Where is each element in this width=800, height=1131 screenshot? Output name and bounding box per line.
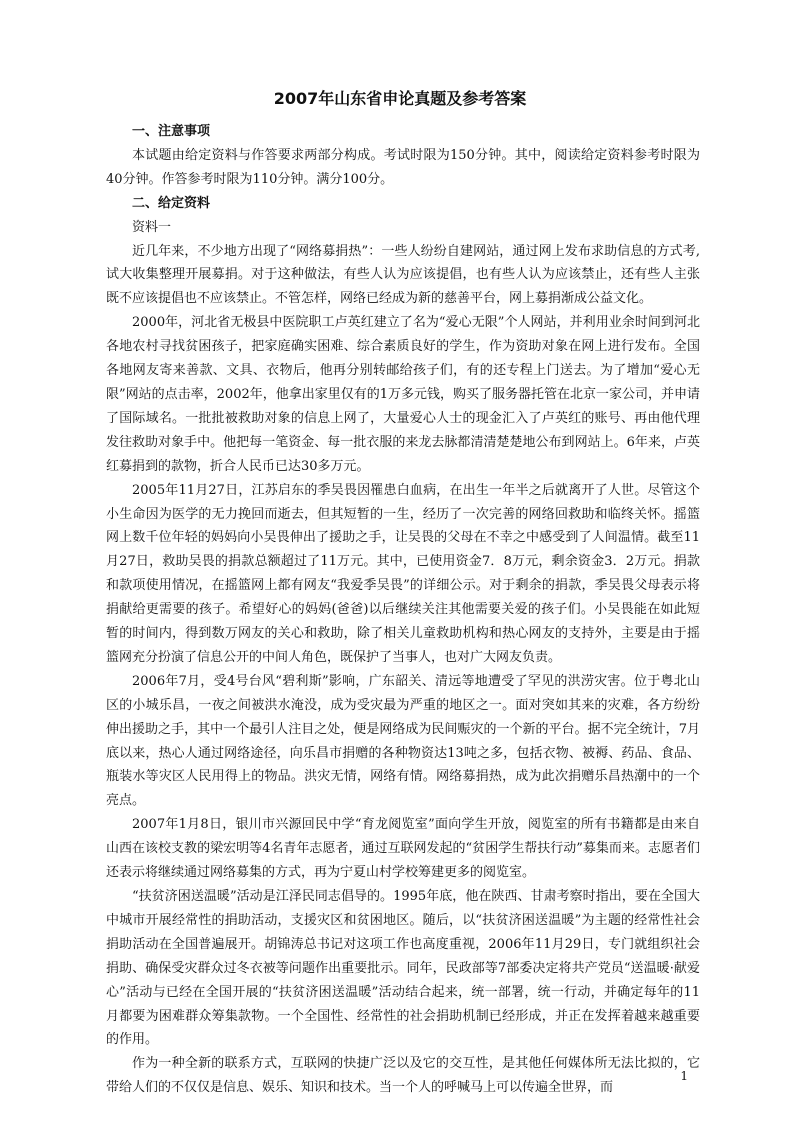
page-number: 1 [680,1069,688,1083]
document-body [106,120,700,1100]
paragraph: “扶贫济困送温暖”活动是江泽民同志倡导的。1995年底，他在陕西、甘肃考察时指出，要在全国大中城市开展经常性的捐助活动，支援灾区和贫困地区。随后，以“扶贫济困送温暖”为主题的经常性社会捐助活动在全国普遍展开。胡锦涛总书记对这项工作也高度重视，2006年11月29日，专门就组织社会捐助、确保受灾群众过冬衣被等问题作出重要批示。同年，民政部等7部委决定将共产党员“送温暖·献爱心”活动与已经在全国开展的“扶贫济困送温暖”活动结合起来，统一部署，统一行动，并确定每年的11月都要为困难群众筹集款物。一个全国性、经常性的社会捐助机制已经形成，并正在发挥着越来越重要的作用。 [106,889,700,1048]
paragraph: 2007年1月8日，银川市兴源回民中学“育龙阅览室”面向学生开放，阅览室的所有书籍都是由来自山西在该校支教的梁宏明等4名青年志愿者，通过互联网发起的“贫困学生帮扶行动”募集而来。志愿者们还表示将继续通过网络募集的方式，再为宁夏山村学校筹建更多的阅览室。 [106,817,700,881]
section-heading-notice: 一、注意事项 [132,124,211,139]
paragraph: 近几年来，不少地方出现了“网络募捐热”：一些人纷纷自建网站，通过网上发布求助信息的方式考,试大收集整理开展募捐。对于这种做法，有些人认为应该提倡，也有些人认为应该禁止，还有些人主张既不应该提倡也不应该禁止。不管怎样，网络已经成为新的慈善平台，网上募捐渐成公益文化。 [106,243,700,307]
material-label: 资料一 [132,219,172,235]
paragraph-notice: 本试题由给定资料与作答要求两部分构成。考试时限为150分钟。其中，阅读给定资料参考时限为40分钟。作答参考时限为110分钟。满分100分。 [106,147,700,187]
paragraph: 2000年，河北省无极县中医院职工卢英红建立了名为“爱心无限”个人网站，并利用业余时间到河北各地农村寻找贫困孩子，把家庭确实困难、综合素质良好的学生，作为资助对象在网上进行发布。全国各地网友寄来善款、文具、衣物后，他再分别转邮给孩子们，有的还专程上门送去。为了增加“爱心无限”网站的点击率，2002年，他拿出家里仅有的1万多元钱，购买了服务器托管在北京一家公司，并申请了国际域名。一批批被救助对象的信息上网了，大量爱心人士的现金汇入了卢英红的账号、再由他代理发往救助对象手中。他把每一笔资金、每一批衣服的来龙去脉都清清楚楚地公布到网站上。6年来，卢英红募捐到的款物，折合人民币已达30多万元。 [106,315,701,474]
section-heading-materials: 二、给定资料 [132,195,211,211]
paragraph: 2006年7月，受4号台风“碧利斯”影响，广东韶关、清远等地遭受了罕见的洪涝灾害。位于粤北山区的小城乐昌，一夜之间被洪水淹没，成为受灾最为严重的地区之一。面对突如其来的灾难，各方纷纷伸出援助之手，其中一个最引人注目之处，便是网络成为民间赈灾的一个新的平台。据不完全统计，7月底以来，热心人通过网络途径，向乐昌市捐赠的各种物资达13吨之多，包括衣物、被褥、药品、食品、瓶装水等灾区人民用得上的物品。洪灾无情，网络有情。网络募捐热，成为此次捐赠乐昌热潮中的一个亮点。 [106,673,700,809]
paragraph: 作为一种全新的联系方式，互联网的快捷广泛以及它的交互性，是其他任何媒体所无法比拟的，它带给人们的不仅仅是信息、娱乐、知识和技术。当一个人的呼喊马上可以传遍全世界，而 [106,1056,700,1096]
paragraph: 2005年11月27日，江苏启东的季吴畏因罹患白血病，在出生一年半之后就离开了人世。尽管这个小生命因为医学的无力挽回而逝去，但其短暂的一生，经历了一次完善的网络回救助和临终关怀。摇篮网上数千位年轻的妈妈向小吴畏伸出了援助之手，让吴畏的父母在不幸之中感受到了人间温情。截至11月27日，救助吴畏的捐款总额超过了11万元。其中，已使用资金7．8万元，剩余资金3．2万元。捐款和款项使用情况，在摇篮网上都有网友“我爱季吴畏”的详细公示。对于剩余的捐款，季吴畏父母表示将捐献给更需要的孩子。希望好心的妈妈(爸爸)以后继续关注其他需要关爱的孩子们。小吴畏能在如此短暂的时间内，得到数万网友的关心和救助，除了相关儿童救助机构和热心网友的支持外，主要是由于摇篮网充分扮演了信息公开的中间人角色，既保护了当事人，也对广大网友负责。 [106,482,700,665]
document-title: 2007年山东省申论真题及参考答案 [273,89,527,108]
